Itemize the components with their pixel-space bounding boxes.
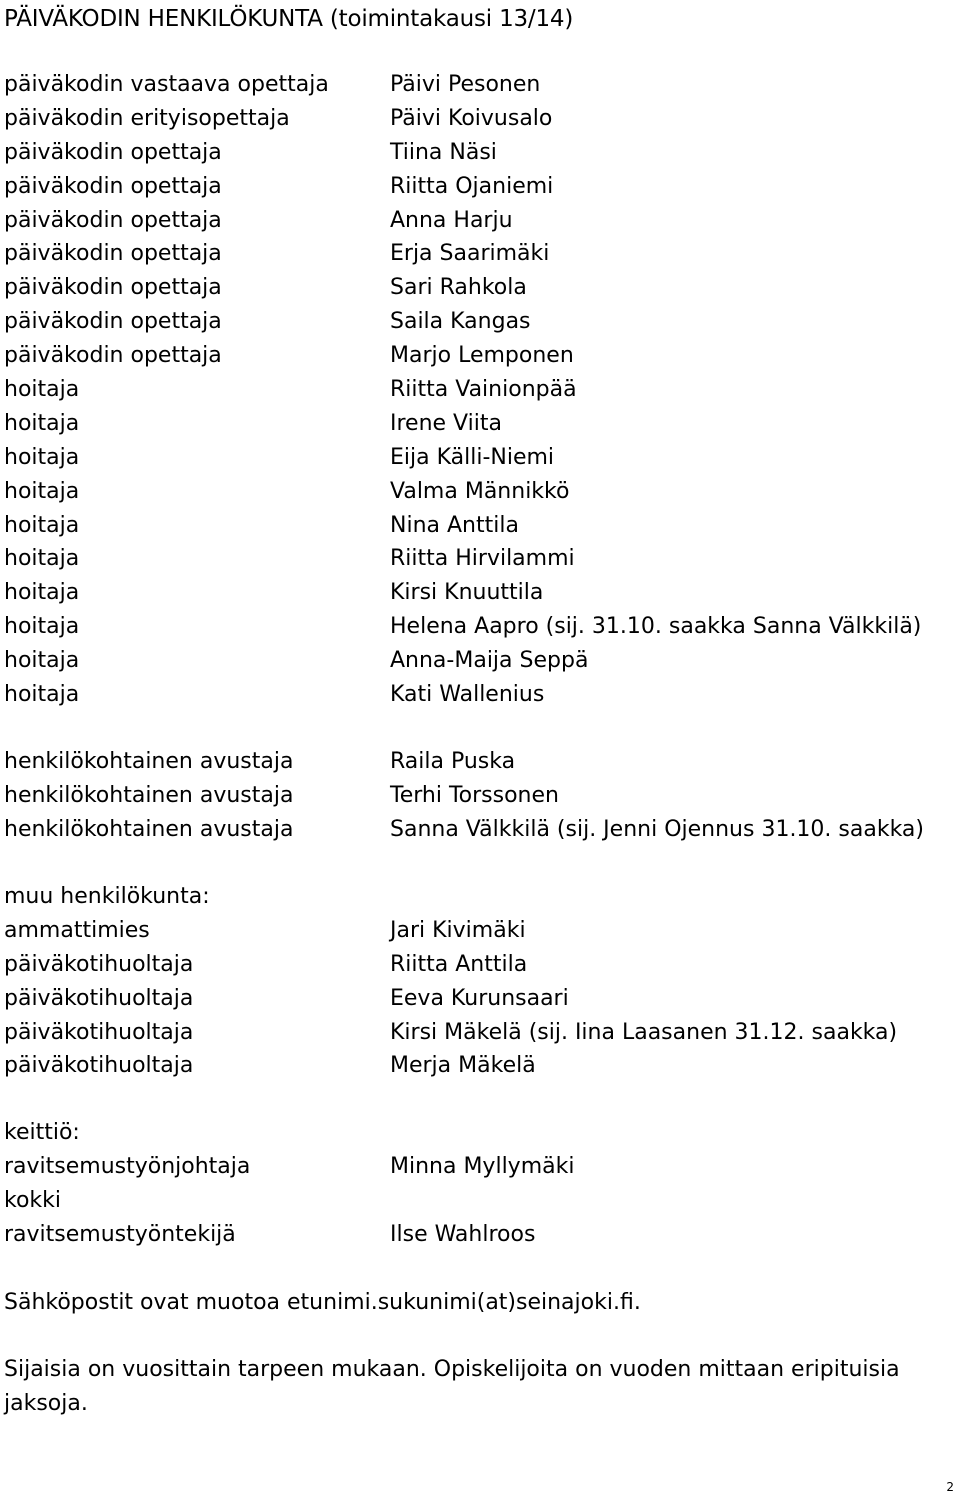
staff-role: päiväkodin vastaava opettaja [4, 72, 329, 97]
staff-name: Riitta Hirvilammi [390, 546, 575, 572]
staff-row [4, 204, 954, 238]
staff-row [4, 509, 954, 543]
staff-role: hoitaja [4, 512, 80, 538]
assistant-name: Raila Puska [390, 749, 516, 774]
other-staff-role: päiväkotihuoltaja [4, 985, 194, 1011]
staff-name: Saila Kangas [390, 309, 531, 335]
other-staff-role: ammattimies [4, 917, 150, 943]
substitutes-note: Sijaisia on vuosittain tarpeen mukaan. Opiskelijoita on vuoden mittaan eripituisia jaksoja. [4, 1357, 900, 1416]
staff-row [4, 610, 954, 644]
assistant-name: Sanna Välkkilä (sij. Jenni Ojennus 31.10. saakka) [390, 816, 924, 842]
staff-name: Nina Anttila [390, 512, 519, 538]
staff-row [4, 102, 954, 136]
kitchen-row [4, 1218, 954, 1252]
staff-role: päiväkodin opettaja [4, 241, 222, 267]
staff-row [4, 576, 954, 610]
staff-row [4, 305, 954, 339]
assistant-name: Terhi Torssonen [390, 782, 559, 808]
staff-role: päiväkodin opettaja [4, 275, 222, 301]
assistant-list [4, 745, 954, 847]
staff-role: hoitaja [4, 377, 80, 403]
other-staff-name: Jari Kivimäki [390, 917, 526, 943]
staff-role: hoitaja [4, 546, 80, 572]
staff-role: hoitaja [4, 614, 80, 640]
assistant-role: henkilökohtainen avustaja [4, 749, 294, 774]
staff-name: Riitta Vainionpää [390, 377, 577, 403]
assistant-role: henkilökohtainen avustaja [4, 816, 294, 842]
staff-role: päiväkodin opettaja [4, 309, 222, 335]
staff-name: Anna Harju [390, 207, 513, 233]
staff-name: Kati Wallenius [390, 682, 545, 708]
staff-name: Valma Männikkö [390, 478, 570, 504]
other-staff-name: Merja Mäkelä [390, 1053, 536, 1079]
staff-row [4, 237, 954, 271]
email-note: Sähköpostit ovat muotoa etunimi.sukunimi(at)seinajoki.fi. [4, 1290, 641, 1315]
staff-name: Päivi Koivusalo [390, 105, 553, 131]
staff-role: päiväkodin opettaja [4, 207, 222, 233]
kitchen-role: ravitsemustyönjohtaja [4, 1153, 251, 1179]
staff-name: Erja Saarimäki [390, 241, 550, 267]
kitchen-row [4, 1150, 954, 1184]
staff-role: hoitaja [4, 444, 80, 470]
other-staff-role: päiväkotihuoltaja [4, 1053, 194, 1079]
other-staff-row [4, 1016, 954, 1050]
kitchen-heading: keittiö: [4, 1120, 80, 1145]
staff-name: Helena Aapro (sij. 31.10. saakka Sanna Välkkilä) [390, 614, 922, 640]
staff-role: päiväkodin opettaja [4, 343, 222, 369]
page-title: PÄIVÄKODIN HENKILÖKUNTA (toimintakausi 13/14) [4, 6, 574, 32]
staff-row [4, 678, 954, 712]
other-staff-row [4, 948, 954, 982]
other-staff-section [4, 880, 954, 1083]
other-staff-name: Riitta Anttila [390, 951, 528, 977]
staff-name: Kirsi Knuuttila [390, 580, 544, 606]
other-staff-role: päiväkotihuoltaja [4, 951, 194, 977]
other-staff-row [4, 1049, 954, 1083]
staff-name: Irene Viita [390, 410, 502, 436]
staff-list [4, 68, 954, 712]
other-staff-role: päiväkotihuoltaja [4, 1019, 194, 1045]
staff-name: Sari Rahkola [390, 275, 527, 301]
staff-row [4, 170, 954, 204]
staff-name: Anna-Maija Seppä [390, 648, 589, 674]
kitchen-section [4, 1116, 954, 1252]
staff-role: päiväkodin erityisopettaja [4, 105, 290, 131]
staff-name: Eija Källi-Niemi [390, 444, 555, 470]
staff-name: Marjo Lemponen [390, 343, 574, 369]
staff-role: hoitaja [4, 410, 80, 436]
staff-role: hoitaja [4, 580, 80, 606]
staff-name: Riitta Ojaniemi [390, 173, 554, 199]
staff-row [4, 339, 954, 373]
staff-row [4, 441, 954, 475]
staff-row [4, 407, 954, 441]
staff-role: hoitaja [4, 648, 80, 674]
staff-role: hoitaja [4, 682, 80, 708]
kitchen-row [4, 1184, 954, 1218]
staff-role: päiväkodin opettaja [4, 173, 222, 199]
other-staff-name: Eeva Kurunsaari [390, 985, 569, 1011]
kitchen-role: kokki [4, 1187, 62, 1213]
staff-name: Päivi Pesonen [390, 72, 541, 97]
other-staff-row [4, 982, 954, 1016]
staff-row [4, 475, 954, 509]
staff-row [4, 271, 954, 305]
kitchen-role: ravitsemustyöntekijä [4, 1221, 236, 1247]
kitchen-name: Ilse Wahlroos [390, 1221, 536, 1247]
assistant-role: henkilökohtainen avustaja [4, 782, 294, 808]
staff-role: hoitaja [4, 478, 80, 504]
assistant-row [4, 779, 954, 813]
other-staff-heading: muu henkilökunta: [4, 884, 210, 909]
staff-row [4, 373, 954, 407]
staff-row [4, 542, 954, 576]
staff-row [4, 644, 954, 678]
staff-name: Tiina Näsi [390, 139, 497, 165]
staff-role: päiväkodin opettaja [4, 139, 222, 165]
other-staff-name: Kirsi Mäkelä (sij. Iina Laasanen 31.12. saakka) [390, 1019, 898, 1045]
assistant-row [4, 745, 954, 779]
staff-row [4, 68, 954, 102]
other-staff-row [4, 914, 954, 948]
assistant-row [4, 813, 954, 847]
page-number: 2 [946, 1480, 954, 1494]
kitchen-name: Minna Myllymäki [390, 1153, 575, 1179]
kitchen-name [390, 1184, 954, 1218]
staff-row [4, 136, 954, 170]
